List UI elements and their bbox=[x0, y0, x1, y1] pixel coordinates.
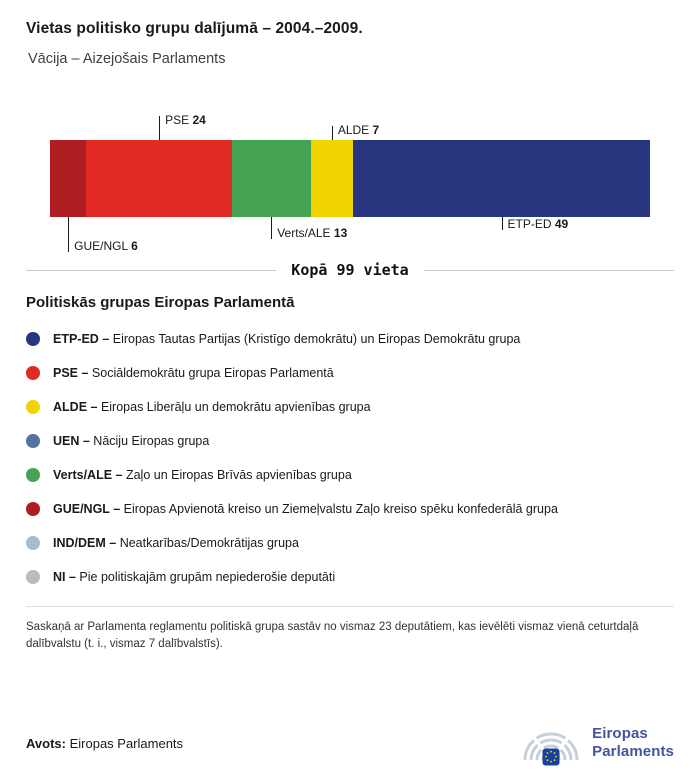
callout-label-gue-ngl: GUE/NGL 6 bbox=[74, 239, 138, 253]
legend-dot-etp-ed- bbox=[26, 332, 40, 346]
legend-item-text: ETP-ED – Eiropas Tautas Partijas (Kristīgo demokrātu) un Eiropas Demokrātu grupa bbox=[53, 332, 521, 346]
total-seats-label: Kopā 99 vieta bbox=[291, 261, 409, 279]
callout-label-pse: PSE 24 bbox=[165, 113, 206, 127]
ep-logo-text bbox=[592, 725, 674, 760]
legend-item-ni- bbox=[26, 570, 674, 585]
legend-dot-uen- bbox=[26, 434, 40, 448]
legend-item-alde- bbox=[26, 400, 674, 415]
page-title: Vietas politisko grupu dalījumā – 2004.–2009. bbox=[26, 20, 363, 37]
legend-item-text: NI – Pie politiskajām grupām nepiederošie deputāti bbox=[53, 570, 336, 584]
legend-item-ind-dem- bbox=[26, 536, 674, 551]
legend-item-etp-ed- bbox=[26, 332, 674, 347]
divider-line-right bbox=[424, 270, 674, 271]
legend-item-pse- bbox=[26, 366, 674, 381]
footnote-text: Saskaņā ar Parlamenta reglamentu politiskā grupa sastāv no vismaz 23 deputātiem, kas ievēlēti vismaz vienā ceturtdaļā dalībvalstu (t. i., vismaz 7 dalībvalstīs). bbox=[26, 621, 639, 651]
seat-distribution-chart bbox=[50, 111, 650, 257]
bar-segment-verts-ale bbox=[232, 140, 311, 217]
footnote-box bbox=[26, 606, 674, 654]
callout-label-etp-ed: ETP-ED 49 bbox=[507, 217, 569, 231]
legend-item-uen- bbox=[26, 434, 674, 449]
callout-etp-ed bbox=[502, 217, 569, 231]
legend-dot-alde- bbox=[26, 400, 40, 414]
legend-dot-gue-ngl- bbox=[26, 502, 40, 516]
bar-segment-etp-ed bbox=[353, 140, 650, 217]
ep-logo-line1: Eiropas bbox=[592, 725, 648, 743]
bar-segment-pse bbox=[86, 140, 231, 217]
callout-label-alde: ALDE 7 bbox=[337, 123, 380, 137]
source-label: Avots: bbox=[26, 735, 66, 751]
page-subtitle: Vācija – Aizejošais Parlaments bbox=[28, 51, 226, 67]
callout-gue-ngl bbox=[68, 217, 138, 253]
callout-verts-ale bbox=[271, 217, 348, 240]
total-seats-row bbox=[26, 261, 674, 279]
bar-segment-gue-ngl bbox=[50, 140, 86, 217]
source-value: Eiropas Parlaments bbox=[69, 735, 184, 751]
legend-dot-ni- bbox=[26, 570, 40, 584]
callout-label-verts-ale: Verts/ALE 13 bbox=[277, 226, 348, 240]
legend-item-text: PSE – Sociāldemokrātu grupa Eiropas Parlamentā bbox=[53, 366, 334, 380]
legend-list bbox=[26, 332, 674, 585]
callout-pse bbox=[159, 113, 206, 140]
page-footer bbox=[26, 720, 674, 768]
ep-logo bbox=[519, 720, 674, 766]
bar-segment-alde bbox=[311, 140, 353, 217]
divider-line-left bbox=[26, 270, 276, 271]
legend-item-verts-ale- bbox=[26, 468, 674, 483]
legend-dot-ind-dem- bbox=[26, 536, 40, 550]
legend-item-text: GUE/NGL – Eiropas Apvienotā kreiso un Ziemeļvalstu Zaļo kreiso spēku konfederālā grupa bbox=[53, 502, 558, 516]
source-line bbox=[26, 736, 183, 751]
legend-dot-pse- bbox=[26, 366, 40, 380]
legend-title: Politiskās grupas Eiropas Parlamentā bbox=[26, 294, 295, 311]
legend-item-text: ALDE – Eiropas Liberāļu un demokrātu apvienības grupa bbox=[53, 400, 371, 414]
legend-item-gue-ngl- bbox=[26, 502, 674, 517]
legend-dot-verts-ale- bbox=[26, 468, 40, 482]
callout-alde bbox=[332, 123, 380, 140]
legend-item-text: IND/DEM – Neatkarības/Demokrātijas grupa bbox=[53, 536, 299, 550]
ep-logo-line2: Parlaments bbox=[592, 743, 674, 760]
stacked-bar bbox=[50, 113, 650, 253]
legend-item-text: Verts/ALE – Zaļo un Eiropas Brīvās apvienības grupa bbox=[53, 468, 352, 482]
ep-hemicycle-icon bbox=[519, 720, 583, 766]
legend-section bbox=[26, 294, 674, 604]
legend-item-text: UEN – Nāciju Eiropas grupa bbox=[53, 434, 210, 448]
